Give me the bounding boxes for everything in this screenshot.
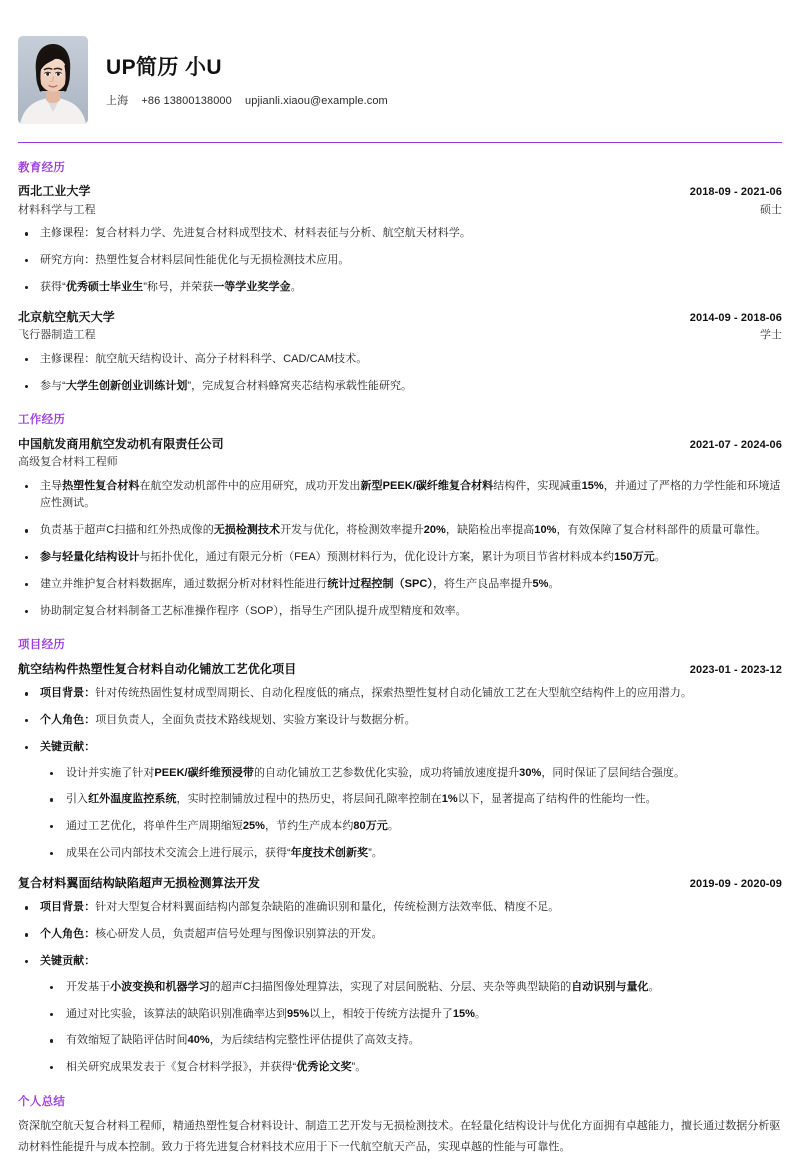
sub-bullet-item (40, 845, 782, 863)
emphasis-text: 一等学业奖学金 (213, 280, 291, 293)
emphasis-text: 参与 (40, 551, 63, 563)
emphasis-text: 关键贡献： (40, 955, 96, 967)
bullet-item (18, 378, 782, 396)
sub-bullet-list (40, 765, 782, 863)
body-text: 主修课程：航空航天结构设计、高分子材料科学、CAD/CAM技术。 (40, 352, 368, 365)
body-text: 开发基于 (66, 980, 111, 993)
emphasis-text: 项目背景： (40, 687, 96, 700)
portrait-photo-icon (18, 36, 88, 124)
section-title-education: 教育经历 (18, 162, 66, 174)
bullet-list (18, 685, 782, 863)
emphasis-text: 80万元 (353, 820, 388, 833)
resume-header (18, 0, 782, 136)
education-entry (18, 308, 782, 396)
emphasis-text: 20% (423, 524, 446, 537)
bullet-item (18, 351, 782, 369)
emphasis-text: 15% (452, 1007, 475, 1020)
emphasis-text: 年度技术创新奖 (290, 847, 369, 860)
body-text: ，同时保证了层间结合强度。 (541, 766, 685, 779)
school-name: 北京航空航天大学 (18, 309, 115, 324)
sub-bullet-list (40, 979, 782, 1077)
emphasis-text: 热塑性复合材料 (62, 479, 140, 492)
bullet-item (18, 739, 782, 863)
emphasis-text: 小波变换和机器学习 (110, 980, 210, 993)
emphasis-text: 优秀硕士毕业生 (65, 280, 144, 293)
bullet-item (18, 522, 782, 540)
body-text: 结构件，实现减重 (493, 479, 582, 492)
bullet-item (18, 685, 782, 703)
sub-bullet-item (40, 818, 782, 836)
bullet-item (18, 899, 782, 917)
body-text: 。 (648, 980, 660, 993)
bullet-item (18, 252, 782, 270)
emphasis-text: PEEK/碳纤维预浸带 (154, 766, 254, 779)
project-name: 航空结构件热塑性复合材料自动化铺放工艺优化项目 (18, 661, 297, 676)
bullet-list (18, 899, 782, 1077)
bullet-item (18, 953, 782, 1077)
entry-header-row (18, 435, 782, 454)
bullet-item (18, 279, 782, 297)
education-date: 2014-09 - 2018-06 (689, 311, 782, 324)
entry-header-row (18, 874, 782, 893)
body-text: 以下，显著提高了结构件的性能均一性。 (457, 793, 657, 806)
avatar (18, 36, 88, 124)
bullet-item (18, 712, 782, 730)
project-entry (18, 874, 782, 1077)
entry-header-row (18, 308, 782, 327)
emphasis-text: 15% (581, 479, 604, 492)
bullet-list (18, 225, 782, 296)
job-title: 高级复合材料工程师 (18, 456, 118, 469)
body-text: 主导 (40, 479, 63, 492)
emphasis-text: 40% (187, 1034, 210, 1047)
bullet-item (18, 478, 782, 514)
entry-sub-row (18, 327, 782, 344)
education-major: 飞行器制造工程 (18, 329, 96, 342)
sub-bullet-item (40, 979, 782, 997)
body-text: ，节约生产成本约 (264, 820, 354, 833)
sub-bullet-item (40, 765, 782, 783)
contact-line (106, 93, 782, 110)
bullet-list (18, 351, 782, 396)
emphasis-text: 新型PEEK/碳纤维复合材料 (360, 479, 494, 492)
body-text: 。 (290, 280, 302, 293)
body-text: 开发与优化，将检测效率提升 (280, 524, 424, 537)
body-text: ，并通过了严格的力学性能和环境适应性测试。 (40, 479, 781, 510)
identity-block (106, 51, 782, 110)
body-text: 研究方向：热塑性复合材料层间性能优化与无损检测技术应用。 (40, 254, 350, 267)
emphasis-text: 30% (519, 766, 542, 779)
bullet-item (18, 926, 782, 944)
body-text: 的自动化铺放工艺参数优化实验，成功将铺放速度提升 (253, 766, 520, 779)
emphasis-text: 统计过程控制（SPC） (327, 577, 433, 590)
entry-header-row (18, 660, 782, 679)
section-summary (18, 1094, 782, 1157)
sub-bullet-item (40, 1006, 782, 1024)
body-text: 通过工艺优化，将单件生产周期缩短 (66, 820, 243, 833)
body-text: 引入 (66, 793, 89, 806)
body-text: ，为后续结构完整性评估提供了高效支持。 (209, 1034, 420, 1047)
entry-header-row (18, 182, 782, 201)
summary-text: 资深航空航天复合材料工程师，精通热塑性复合材料设计、制造工艺开发与无损检测技术。在轻量化结构设计与优化方面拥有卓越能力，擅长通过数据分析驱动材料性能提升与成本控制。致力于将先进复合材料技术应用于下一代航空航天产品，实现卓越的性能与可靠性。 (18, 1120, 781, 1153)
entry-sub-row (18, 202, 782, 219)
work-entry (18, 435, 782, 621)
body-text: 在航空发动机部件中的应用研究，成功开发出 (139, 479, 361, 492)
education-major: 材料科学与工程 (18, 203, 96, 216)
body-text: ，有效保障了复合材料部件的质量可靠性。 (556, 524, 767, 537)
sub-bullet-item (40, 1059, 782, 1077)
company-name: 中国航发商用航空发动机有限责任公司 (18, 436, 224, 451)
school-name: 西北工业大学 (18, 184, 91, 199)
body-text: 以上，相较于传统方法提升了 (309, 1007, 453, 1020)
bullet-list (18, 478, 782, 621)
emphasis-text: 红外温度监控系统 (88, 793, 177, 806)
project-entries (18, 660, 782, 1077)
body-text: 针对传统热固性复材成型周期长、自动化程度低的痛点，探索热塑性复材自动化铺放工艺在大型航空结构件上的应用潜力。 (95, 687, 692, 700)
bullet-item (18, 549, 782, 567)
body-text: 成果在公司内部技术交流会上进行展示，获得“ (66, 847, 291, 860)
body-text: ”，完成复合材料蜂窝夹芯结构承载性能研究。 (187, 379, 413, 392)
contact-phone: +86 13800138000 (141, 94, 232, 107)
body-text: ，实时控制铺放过程中的热历史，将层间孔隙率控制在 (176, 793, 442, 806)
project-name: 复合材料翼面结构缺陷超声无损检测算法开发 (18, 875, 261, 890)
contact-email: upjianli.xiaou@example.com (245, 94, 388, 107)
section-education (18, 160, 782, 395)
emphasis-text: 项目背景： (40, 901, 96, 914)
body-text: 负责基于超声C扫描和红外热成像的 (40, 524, 214, 537)
body-text: 主修课程：复合材料力学、先进复合材料成型技术、材料表征与分析、航空航天材料学。 (40, 227, 471, 240)
section-title-projects: 项目经历 (18, 639, 66, 652)
section-title-summary: 个人总结 (18, 1096, 66, 1109)
body-text: ，缺陷检出率提高 (445, 524, 535, 537)
body-text: 。 (387, 820, 399, 833)
contact-location: 上海 (106, 94, 129, 107)
page-title: UP简历 小U (106, 55, 222, 79)
work-date: 2021-07 - 2024-06 (689, 438, 782, 451)
emphasis-text: 个人角色： (40, 714, 96, 726)
emphasis-text: 5% (532, 577, 549, 590)
body-text: ，将生产良品率提升 (432, 577, 533, 590)
emphasis-text: 优秀论文奖 (296, 1061, 352, 1074)
emphasis-text: 自动识别与量化 (571, 980, 649, 993)
entry-sub-row (18, 454, 782, 471)
body-text: 协助制定复合材料制备工艺标准操作程序（SOP），指导生产团队提升成型精度和效率。 (40, 604, 467, 617)
body-text: ”。 (351, 1061, 367, 1074)
body-text: 针对大型复合材料翼面结构内部复杂缺陷的准确识别和量化，传统检测方法效率低、精度不足。 (95, 901, 560, 914)
body-text: 设计并实施了针对 (66, 766, 155, 779)
education-degree: 学士 (760, 329, 782, 342)
body-text: 。 (475, 1007, 487, 1020)
body-text: 参与“ (40, 379, 66, 392)
body-text: 有效缩短了缺陷评估时间 (66, 1034, 188, 1047)
body-text: 获得“ (40, 280, 66, 293)
section-work (18, 412, 782, 620)
project-entry (18, 660, 782, 863)
section-title-work: 工作经历 (18, 414, 66, 427)
body-text: 核心研发人员，负责超声信号处理与图像识别算法的开发。 (95, 928, 383, 941)
project-date: 2023-01 - 2023-12 (689, 663, 782, 676)
education-date: 2018-09 - 2021-06 (689, 186, 782, 199)
body-text: ”。 (368, 847, 383, 860)
body-text: 。 (548, 577, 560, 590)
emphasis-text: 25% (242, 820, 265, 833)
bullet-item (18, 603, 782, 621)
body-text: ”称号，并荣获 (143, 280, 214, 293)
education-entry (18, 182, 782, 296)
emphasis-text: 150万元 (614, 551, 655, 563)
sub-bullet-item (40, 791, 782, 809)
body-text: 项目负责人，全面负责技术路线规划、实验方案设计与数据分析。 (95, 714, 416, 726)
body-text: 与拓扑优化，通过有限元分析（FEA）预测材料行为，优化设计方案，累计为项目节省材料成本约 (139, 551, 615, 563)
bullet-item (18, 225, 782, 243)
emphasis-text: 个人角色： (40, 928, 96, 941)
body-text: 的超声C扫描图像处理算法，实现了对层间脱粘、分层、夹杂等典型缺陷的 (209, 980, 572, 993)
emphasis-text: 大学生创新创业训练计划 (65, 379, 188, 392)
body-text: 相关研究成果发表于《复合材料学报》，并获得“ (66, 1061, 297, 1074)
body-text: 建立并维护复合材料数据库，通过数据分析对材料性能进行 (40, 577, 328, 590)
bullet-item (18, 576, 782, 594)
body-text: 通过对比实验，该算法的缺陷识别准确率达到 (66, 1007, 287, 1020)
emphasis-text: 95% (287, 1007, 310, 1020)
emphasis-text: 轻量化结构设计 (62, 551, 140, 563)
education-entries (18, 182, 782, 395)
emphasis-text: 关键贡献： (40, 740, 96, 753)
emphasis-text: 无损检测技术 (213, 524, 281, 537)
education-degree: 硕士 (760, 203, 782, 216)
section-projects (18, 637, 782, 1077)
sub-bullet-item (40, 1032, 782, 1050)
header-divider (18, 142, 782, 143)
emphasis-text: 10% (534, 524, 557, 537)
work-entries (18, 435, 782, 621)
project-date: 2019-09 - 2020-09 (689, 877, 782, 890)
emphasis-text: 1% (441, 793, 458, 806)
body-text: 。 (654, 551, 666, 563)
